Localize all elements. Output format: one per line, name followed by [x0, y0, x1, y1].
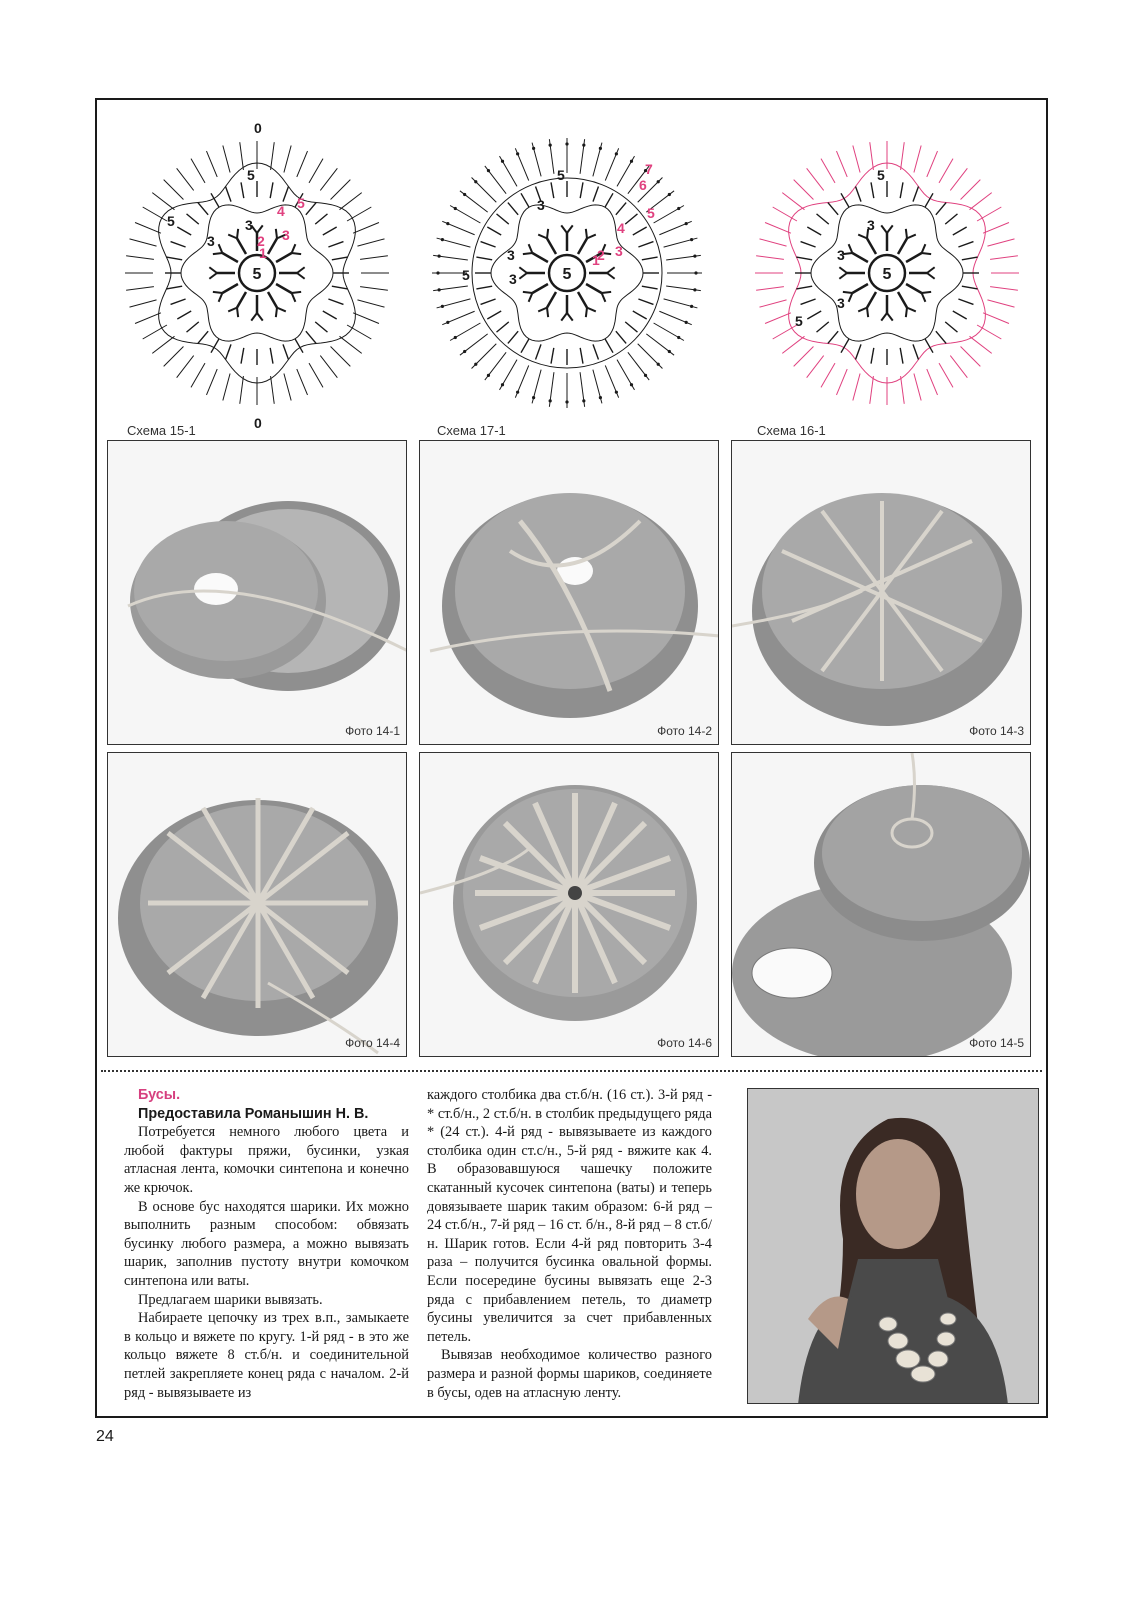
- photo-label: Фото 14-3: [969, 724, 1024, 738]
- row-number-mark: 5: [167, 213, 175, 229]
- row-number-mark: 7: [645, 161, 653, 177]
- row-number-mark: 3: [837, 247, 845, 263]
- photo-14-5: [731, 752, 1031, 1057]
- row-number-mark: 0: [254, 415, 262, 431]
- crochet-diagram-15-1: [107, 108, 407, 438]
- row-number-mark: 5: [462, 267, 470, 283]
- woman-with-necklace-image: [748, 1089, 1039, 1404]
- row-number-mark: 5: [247, 167, 255, 183]
- row-number-mark: 5: [297, 195, 305, 211]
- scheme-17-1: [417, 108, 717, 438]
- row-number-mark: 2: [257, 233, 265, 249]
- row-number-mark: 6: [639, 177, 647, 193]
- article-paragraph: Набираете цепочку из трех в.п., замыкаете в кольцо и вяжете по кругу. 1-й ряд - в это же кольцо вяжете 8 ст.б/н. и соединительной петлей закрепляете конец ряда с началом. 2-й ряд - вывязываете из: [124, 1310, 409, 1401]
- scheme-label: Схема 15-1: [127, 423, 196, 438]
- scheme-16-1: [737, 108, 1037, 438]
- crochet-diagram-16-1: [737, 108, 1037, 438]
- loom-photo: [108, 441, 407, 745]
- photo-14-3: [731, 440, 1031, 745]
- photo-label: Фото 14-5: [969, 1036, 1024, 1050]
- article-paragraph: Вывязав необходимое количество разного размера и разной формы шариков, соединяете в бусы, одев на атласную ленту.: [427, 1347, 712, 1401]
- article-paragraph: каждого столбика два ст.б/н. (16 ст.). 3-й ряд - * ст.б/н., 2 ст.б/н. в столбик предыдущего ряда * (24 ст.). 4-й ряд - вывязываете из каждого столбика один ст.с/н., 5-й ряд - вяжите как 4. В образовавшуюся чашечку положите скатанный кусочек синтепона (ваты) и теперь довязываете шарик таким образом: 6-й ряд – 24 ст.б/н., 7-й ряд – 16 ст. б/н., 8-й ряд – 8 ст.б/н. Шарик готов. Если 4-й ряд повторить 3-4 раза – получится бусинка овальной формы. Если посередине бусины вывязать еще 2-3 ряда с прибавлением петель, то диаметр бусины увеличится за счет прибавленных петель.: [427, 1087, 712, 1345]
- row-number-mark: 3: [615, 243, 623, 259]
- row-number-mark: 3: [509, 271, 517, 287]
- row-number-mark: 3: [207, 233, 215, 249]
- loom-photo: [108, 753, 407, 1057]
- row-number-mark: 3: [507, 247, 515, 263]
- row-number-mark: 3: [537, 197, 545, 213]
- row-number-mark: 3: [837, 295, 845, 311]
- scheme-label: Схема 17-1: [437, 423, 506, 438]
- row-number-mark: 5: [647, 205, 655, 221]
- row-number-mark: 1: [592, 252, 600, 268]
- row-number-mark: 2: [597, 247, 605, 263]
- article-column-2: [427, 1086, 712, 1402]
- photo-14-2: [419, 440, 719, 745]
- page-number: 24: [96, 1428, 114, 1445]
- row-number-mark: 5: [877, 167, 885, 183]
- row-number-mark: 3: [282, 227, 290, 243]
- article-paragraph: В основе бус находятся шарики. Их можно выполнить разным способом: обвязать бусинку любого размера, а можно вывязать шарик, заполнив пустоту внутри комочком синтепона или ваты.: [124, 1198, 409, 1289]
- row-number-mark: 0: [254, 120, 262, 136]
- svg-text:5: 5: [562, 266, 572, 283]
- loom-photo: [732, 753, 1031, 1057]
- svg-text:5: 5: [882, 266, 892, 283]
- row-number-mark: 3: [867, 217, 875, 233]
- photo-14-1: [107, 440, 407, 745]
- photo-label: Фото 14-6: [657, 1036, 712, 1050]
- article-paragraph: Предлагаем шарики вывязать.: [138, 1291, 323, 1308]
- scheme-label: Схема 16-1: [757, 423, 826, 438]
- article-title: Бусы.: [138, 1087, 181, 1103]
- article-column-1: [124, 1086, 409, 1402]
- photo-14-6: [419, 752, 719, 1057]
- row-number-mark: 1: [259, 245, 267, 261]
- scheme-15-1: [107, 108, 407, 438]
- row-number-mark: 5: [557, 167, 565, 183]
- page-frame: [95, 98, 1048, 1418]
- loom-photo: [420, 441, 719, 745]
- photo-label: Фото 14-2: [657, 724, 712, 738]
- article-author: Предоставила Романышин Н. В.: [138, 1105, 369, 1122]
- svg-text:5: 5: [252, 266, 262, 283]
- article-paragraph: Потребуется немного любого цвета и любой фактуры пряжи, бусинки, узкая атласная лента, комочки синтепона и конечно же крючок.: [124, 1124, 409, 1196]
- row-number-mark: 4: [277, 203, 285, 219]
- section-divider: [101, 1070, 1042, 1072]
- loom-photo: [732, 441, 1031, 745]
- loom-photo: [420, 753, 719, 1057]
- photo-label: Фото 14-1: [345, 724, 400, 738]
- row-number-mark: 4: [617, 220, 625, 236]
- row-number-mark: 5: [795, 313, 803, 329]
- row-number-mark: 3: [245, 217, 253, 233]
- crochet-diagram-17-1: [417, 108, 717, 438]
- photo-14-4: [107, 752, 407, 1057]
- photo-label: Фото 14-4: [345, 1036, 400, 1050]
- portrait-photo: [747, 1088, 1039, 1404]
